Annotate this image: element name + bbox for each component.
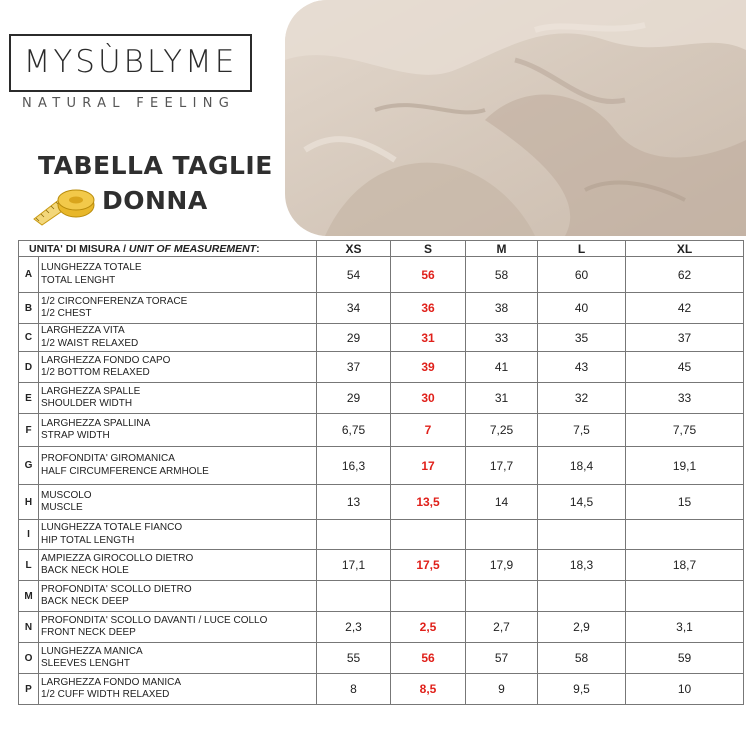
row-letter: N [19, 612, 39, 643]
row-label-it: 1/2 CIRCONFERENZA TORACE [41, 295, 188, 307]
measure-value-xl: 19,1 [626, 447, 744, 485]
measure-value-xl: 18,7 [626, 550, 744, 581]
row-letter: D [19, 352, 39, 383]
measure-value-l: 18,4 [538, 447, 626, 485]
size-header-s: S [391, 241, 466, 257]
measure-value-s: 8,5 [391, 674, 466, 705]
brand-logo [9, 34, 252, 92]
row-description [39, 352, 317, 383]
row-label-it: LARGHEZZA SPALLINA [41, 417, 151, 429]
measure-value-xs: 54 [317, 257, 391, 293]
measure-value-m [466, 581, 538, 612]
measure-value-xs: 17,1 [317, 550, 391, 581]
fabric-photo [285, 0, 746, 236]
table-header-row [19, 241, 744, 257]
measure-value-l: 60 [538, 257, 626, 293]
row-letter: B [19, 293, 39, 324]
measure-value-s: 17,5 [391, 550, 466, 581]
table-row [19, 383, 744, 414]
measure-value-s [391, 520, 466, 550]
row-description [39, 383, 317, 414]
table-row [19, 643, 744, 674]
measure-value-m: 14 [466, 485, 538, 520]
row-letter: F [19, 414, 39, 447]
table-row [19, 352, 744, 383]
measure-value-l: 43 [538, 352, 626, 383]
brand-logo-text: MYSÙBLYME [23, 44, 238, 80]
row-label-en: TOTAL LENGHT [41, 274, 116, 286]
row-description [39, 643, 317, 674]
row-label-en: MUSCLE [41, 502, 83, 513]
measure-value-xs: 16,3 [317, 447, 391, 485]
measure-value-xl: 15 [626, 485, 744, 520]
measure-value-xl [626, 520, 744, 550]
measure-value-l: 58 [538, 643, 626, 674]
measure-value-s: 30 [391, 383, 466, 414]
measure-value-s: 56 [391, 643, 466, 674]
row-label-en: 1/2 CUFF WIDTH RELAXED [41, 689, 170, 700]
table-row [19, 324, 744, 352]
table-row [19, 414, 744, 447]
row-label-it: LARGHEZZA SPALLE [41, 385, 141, 397]
measure-value-l: 2,9 [538, 612, 626, 643]
measure-value-xs [317, 581, 391, 612]
table-row [19, 257, 744, 293]
row-label-en: STRAP WIDTH [41, 430, 110, 441]
measure-value-xs: 13 [317, 485, 391, 520]
row-label-en: 1/2 WAIST RELAXED [41, 337, 139, 349]
measure-value-m: 7,25 [466, 414, 538, 447]
row-letter: E [19, 383, 39, 414]
row-label-en: SHOULDER WIDTH [41, 398, 133, 409]
row-letter: M [19, 581, 39, 612]
brand-tagline: NATURAL FEELING [22, 96, 236, 111]
table-row [19, 520, 744, 550]
measure-value-xs: 29 [317, 383, 391, 414]
row-label-it: AMPIEZZA GIROCOLLO DIETRO [41, 552, 194, 564]
measure-value-xl: 3,1 [626, 612, 744, 643]
row-description [39, 612, 317, 643]
row-letter: O [19, 643, 39, 674]
table-row [19, 447, 744, 485]
measure-value-s: 31 [391, 324, 466, 352]
row-description [39, 550, 317, 581]
measure-value-xl: 37 [626, 324, 744, 352]
measure-value-xl: 10 [626, 674, 744, 705]
measure-value-s: 7 [391, 414, 466, 447]
row-letter: C [19, 324, 39, 352]
row-letter: L [19, 550, 39, 581]
measure-value-s: 2,5 [391, 612, 466, 643]
row-letter: H [19, 485, 39, 520]
measure-value-m [466, 520, 538, 550]
row-description [39, 674, 317, 705]
size-header-l: L [538, 241, 626, 257]
table-row [19, 581, 744, 612]
measure-value-l: 32 [538, 383, 626, 414]
measure-value-l: 40 [538, 293, 626, 324]
row-label-it: LUNGHEZZA TOTALE [41, 262, 142, 273]
unit-of-measurement-header: UNITA' DI MISURA / UNIT OF MEASUREMENT: [19, 241, 317, 257]
table-row [19, 293, 744, 324]
table-row [19, 485, 744, 520]
table-row [19, 674, 744, 705]
row-label-it: LARGHEZZA FONDO MANICA [41, 676, 182, 688]
measure-value-xl: 62 [626, 257, 744, 293]
measure-value-xl: 59 [626, 643, 744, 674]
size-header-xl: XL [626, 241, 744, 257]
page-title: TABELLA TAGLIE [38, 151, 273, 180]
measure-value-xl: 45 [626, 352, 744, 383]
row-label-it: PROFONDITA' SCOLLO DIETRO [41, 583, 192, 595]
measure-value-s: 56 [391, 257, 466, 293]
row-label-it: MUSCOLO [41, 489, 92, 501]
size-header-xs: XS [317, 241, 391, 257]
measure-value-l [538, 520, 626, 550]
row-label-en: 1/2 CHEST [41, 308, 92, 319]
measure-value-xs [317, 520, 391, 550]
row-letter: A [19, 257, 39, 293]
row-label-it: LUNGHEZZA TOTALE FIANCO [41, 522, 183, 533]
measure-value-s: 36 [391, 293, 466, 324]
row-label-it: LARGHEZZA FONDO CAPO [41, 354, 171, 366]
measure-value-xs: 2,3 [317, 612, 391, 643]
row-description [39, 414, 317, 447]
measure-value-l: 14,5 [538, 485, 626, 520]
measure-value-m: 57 [466, 643, 538, 674]
measure-value-m: 38 [466, 293, 538, 324]
measure-value-m: 31 [466, 383, 538, 414]
measure-value-xs: 29 [317, 324, 391, 352]
measure-value-l: 9,5 [538, 674, 626, 705]
row-letter: G [19, 447, 39, 485]
measure-value-xs: 8 [317, 674, 391, 705]
measure-value-s: 17 [391, 447, 466, 485]
measure-value-m: 58 [466, 257, 538, 293]
table-row [19, 550, 744, 581]
size-table [18, 240, 744, 705]
measure-value-xl [626, 581, 744, 612]
measure-value-s: 39 [391, 352, 466, 383]
size-header-m: M [466, 241, 538, 257]
row-description [39, 257, 317, 293]
row-description [39, 581, 317, 612]
measure-value-xl: 7,75 [626, 414, 744, 447]
row-label-it: LUNGHEZZA MANICA [41, 645, 143, 657]
row-letter: I [19, 520, 39, 550]
row-letter: P [19, 674, 39, 705]
measure-value-m: 41 [466, 352, 538, 383]
row-description [39, 485, 317, 520]
measure-value-l [538, 581, 626, 612]
measure-value-xs: 55 [317, 643, 391, 674]
row-label-en: BACK NECK DEEP [41, 596, 129, 607]
measure-value-m: 17,7 [466, 447, 538, 485]
row-label-en: 1/2 BOTTOM RELAXED [41, 367, 150, 378]
measure-value-s: 13,5 [391, 485, 466, 520]
row-label-en: SLEEVES LENGHT [41, 658, 130, 669]
measure-value-xs: 6,75 [317, 414, 391, 447]
measure-value-m: 9 [466, 674, 538, 705]
row-label-en: BACK NECK HOLE [41, 565, 129, 576]
row-description [39, 324, 317, 352]
measuring-tape-icon [30, 185, 96, 227]
row-description [39, 520, 317, 550]
measure-value-s [391, 581, 466, 612]
measure-value-l: 18,3 [538, 550, 626, 581]
row-label-it: PROFONDITA' GIROMANICA [41, 453, 175, 464]
measure-value-l: 7,5 [538, 414, 626, 447]
measure-value-xl: 33 [626, 383, 744, 414]
row-label-it: PROFONDITA' SCOLLO DAVANTI / LUCE COLLO [41, 614, 268, 626]
measure-value-m: 2,7 [466, 612, 538, 643]
measure-value-xs: 34 [317, 293, 391, 324]
measure-value-xl: 42 [626, 293, 744, 324]
table-row [19, 612, 744, 643]
row-label-en: HIP TOTAL LENGTH [41, 534, 135, 546]
row-label-en: HALF CIRCUMFERENCE ARMHOLE [41, 465, 209, 477]
row-label-it: LARGHEZZA VITA [41, 325, 125, 336]
row-description [39, 447, 317, 485]
measure-value-l: 35 [538, 324, 626, 352]
row-label-en: FRONT NECK DEEP [41, 627, 136, 638]
measure-value-m: 17,9 [466, 550, 538, 581]
measure-value-m: 33 [466, 324, 538, 352]
measure-value-xs: 37 [317, 352, 391, 383]
page-subtitle: DONNA [102, 186, 208, 215]
row-description [39, 293, 317, 324]
